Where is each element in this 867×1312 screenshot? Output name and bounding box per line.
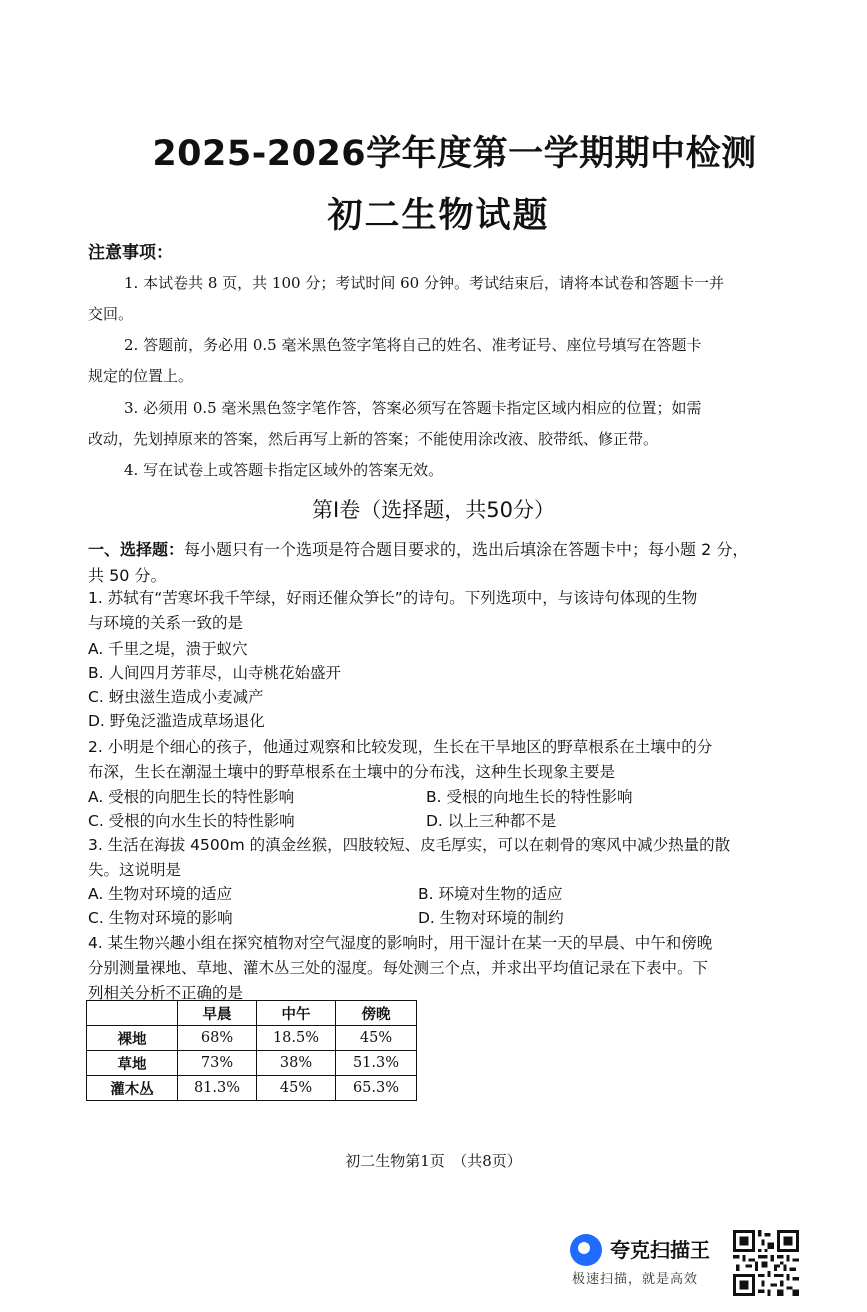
- notice-item-1: 1. 本试卷共 8 页，共 100 分；考试时间 60 分钟。考试结束后，请将本试卷和答题卡一并 交回。: [88, 274, 724, 323]
- table-row: [87, 1026, 417, 1051]
- table-cell: 65.3%: [336, 1076, 417, 1101]
- table-cell: 45%: [336, 1026, 417, 1051]
- table-row-label: 裸地: [87, 1026, 178, 1051]
- table-cell: 51.3%: [336, 1051, 417, 1076]
- q3-option-b: B. 环境对生物的适应: [418, 885, 563, 903]
- table-row-label: 灌木丛: [87, 1076, 178, 1101]
- q3-option-c: C. 生物对环境的影响: [88, 909, 233, 927]
- table-cell: 45%: [257, 1076, 336, 1101]
- table-cell: 18.5%: [257, 1026, 336, 1051]
- table-row: [87, 1076, 417, 1101]
- scanner-logo-icon: [570, 1234, 602, 1266]
- question-3-stem: 3. 生活在海拔 4500m 的滇金丝猴，四肢较短、皮毛厚实，可以在刺骨的寒风中减少热量的散 失。这说明是: [88, 836, 731, 879]
- notice-item-4: 4. 写在试卷上或答题卡指定区域外的答案无效。: [124, 461, 444, 479]
- question-4-stem: 4. 某生物兴趣小组在探究植物对空气湿度的影响时，用干湿计在某一天的早晨、中午和傍晚 分别测量裸地、草地、灌木丛三处的湿度。每处测三个点，并求出平均值记录在下表中。下 列相关分析不正确的是: [88, 934, 713, 1002]
- q1-option-a: A. 千里之堤，溃于蚁穴: [88, 640, 248, 658]
- table-header-cell: [87, 1001, 178, 1026]
- question-2-stem: 2. 小明是个细心的孩子，他通过观察和比较发现，生长在干旱地区的野草根系在土壤中的分 布深，生长在潮湿土壤中的野草根系在土壤中的分布浅，这种生长现象主要是: [88, 738, 713, 781]
- humidity-table: [86, 1000, 417, 1101]
- brand-name: 夸克扫描王: [610, 1238, 710, 1262]
- q2-option-d: D. 以上三种都不是: [426, 812, 557, 830]
- exam-subtitle: 初二生物试题: [327, 196, 550, 236]
- section-intro: 一、选择题：每小题只有一个选项是符合题目要求的，选出后填涂在答题卡中；每小题 2 分， 共 50 分。: [88, 540, 749, 585]
- table-row-label: 草地: [87, 1051, 178, 1076]
- page-footer: 初二生物第1页 （共8页）: [345, 1152, 522, 1170]
- table-header-cell: 傍晚: [336, 1001, 417, 1026]
- table-header-cell: 早晨: [178, 1001, 257, 1026]
- qr-code-icon: [733, 1230, 799, 1296]
- question-1-stem: 1. 苏轼有“苦寒坏我千竿绿，好雨还催众笋长”的诗句。下列选项中，与该诗句体现的生物 与环境的关系一致的是: [88, 589, 698, 632]
- q1-option-b: B. 人间四月芳菲尽，山寺桃花始盛开: [88, 664, 341, 682]
- table-row: [87, 1051, 417, 1076]
- q1-option-d: D. 野兔泛滥造成草场退化: [88, 712, 265, 730]
- exam-title: 2025-2026学年度第一学期期中检测: [152, 134, 757, 174]
- brand-tagline: 极速扫描，就是高效: [572, 1272, 699, 1287]
- table-cell: 81.3%: [178, 1076, 257, 1101]
- q2-option-a: A. 受根的向肥生长的特性影响: [88, 788, 295, 806]
- table-header-cell: 中午: [257, 1001, 336, 1026]
- notice-item-3: 3. 必须用 0.5 毫米黑色签字笔作答，答案必须写在答题卡指定区域内相应的位置；如需 改动，先划掉原来的答案，然后再写上新的答案；不能使用涂改液、胶带纸、修正带。: [88, 399, 702, 448]
- section-title: 第Ⅰ卷（选择题，共50分）: [312, 498, 555, 522]
- table-cell: 38%: [257, 1051, 336, 1076]
- q2-option-c: C. 受根的向水生长的特性影响: [88, 812, 295, 830]
- q3-option-d: D. 生物对环境的制约: [418, 909, 564, 927]
- q1-option-c: C. 蚜虫滋生造成小麦减产: [88, 688, 264, 706]
- table-header-row: [87, 1001, 417, 1026]
- q2-option-b: B. 受根的向地生长的特性影响: [426, 788, 633, 806]
- table-cell: 68%: [178, 1026, 257, 1051]
- notice-heading: 注意事项：: [88, 243, 173, 263]
- q3-option-a: A. 生物对环境的适应: [88, 885, 233, 903]
- table-cell: 73%: [178, 1051, 257, 1076]
- notice-item-2: 2. 答题前，务必用 0.5 毫米黑色签字笔将自己的姓名、准考证号、座位号填写在答题卡 规定的位置上。: [88, 336, 702, 385]
- scanner-watermark: [570, 1230, 730, 1290]
